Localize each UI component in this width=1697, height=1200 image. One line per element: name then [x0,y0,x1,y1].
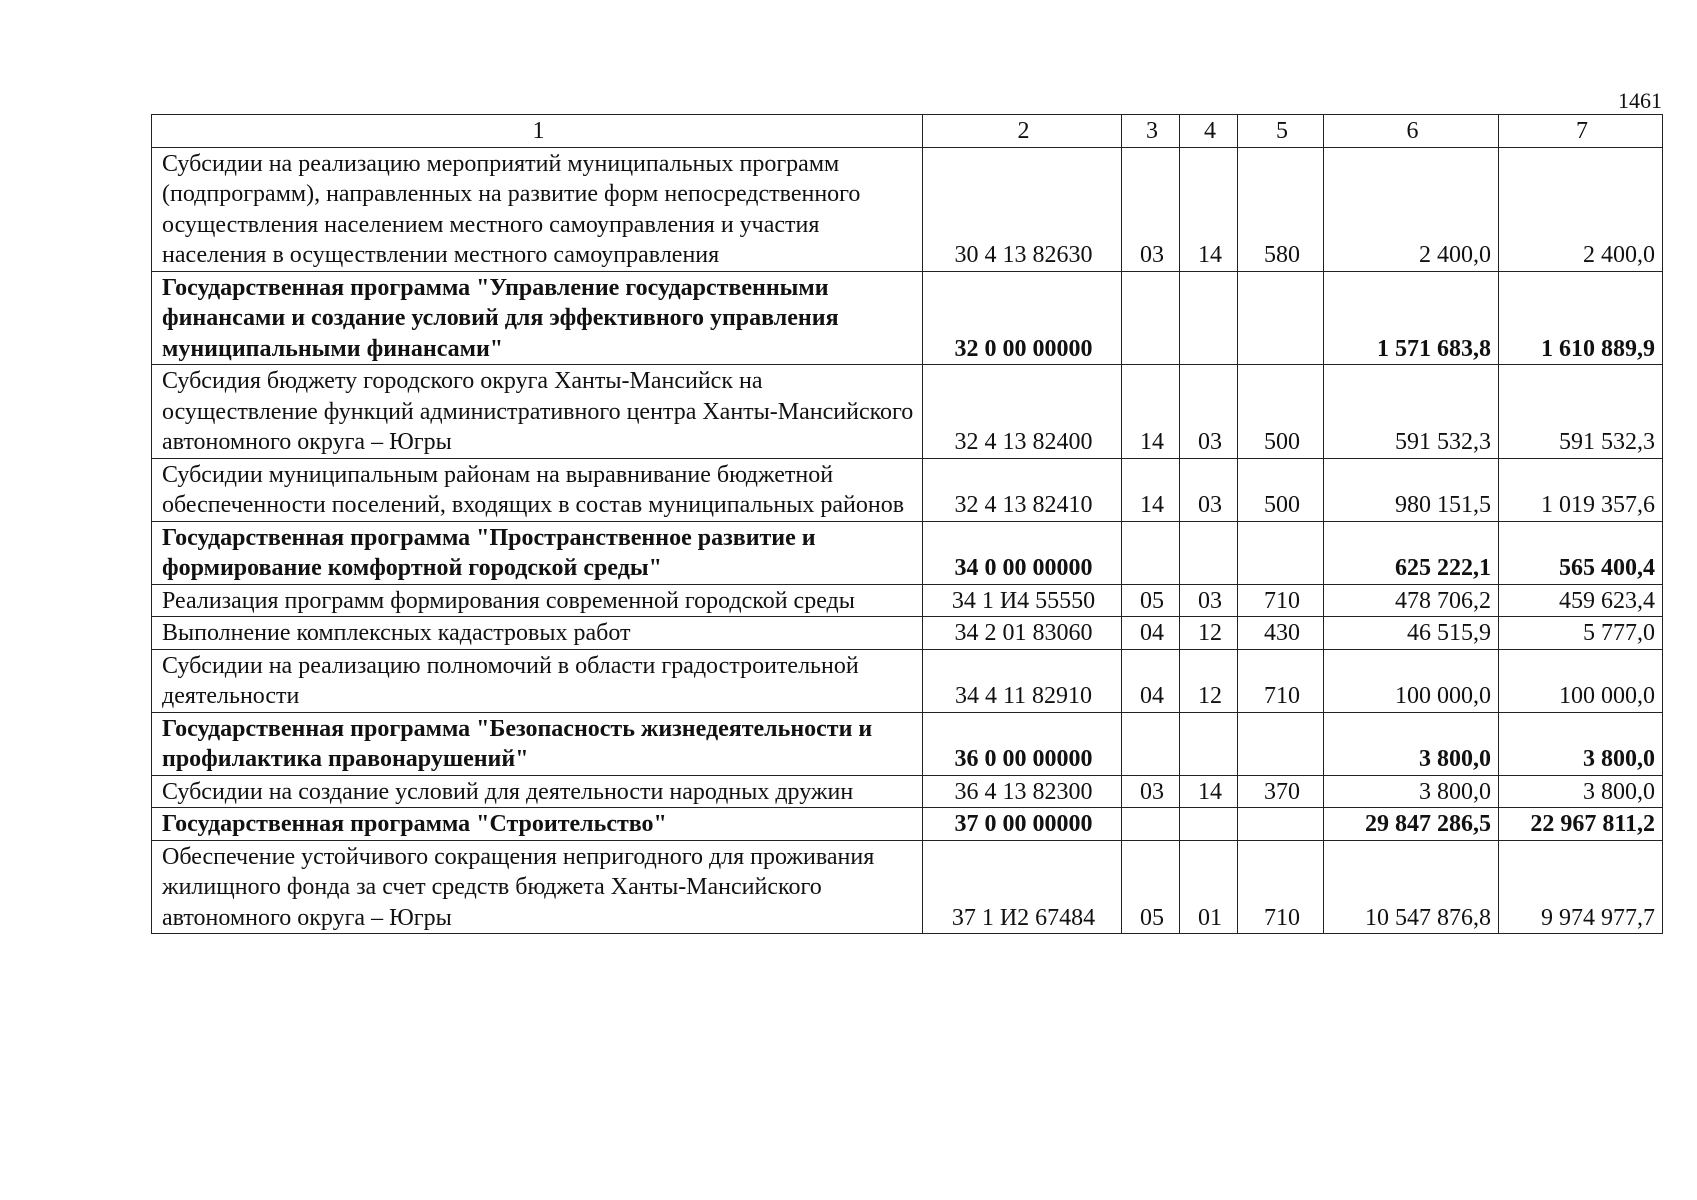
column-header: 6 [1324,115,1499,148]
row-amount-cell: 9 974 977,7 [1499,840,1663,934]
row-subsection-cell: 01 [1180,840,1238,934]
row-amount-cell: 10 547 876,8 [1324,840,1499,934]
row-expense-type-cell: 710 [1238,840,1324,934]
row-subsection-cell: 03 [1180,584,1238,617]
row-section-cell: 14 [1122,365,1180,459]
row-name-cell: Государственная программа "Строительство" [152,808,923,841]
row-subsection-cell: 12 [1180,649,1238,712]
row-code-cell: 32 4 13 82400 [923,365,1122,459]
row-section-cell: 03 [1122,147,1180,271]
row-expense-type-cell: 500 [1238,365,1324,459]
table-row [152,584,1663,617]
row-name-cell: Выполнение комплексных кадастровых работ [152,617,923,650]
row-expense-type-cell: 710 [1238,584,1324,617]
row-subsection-cell: 14 [1180,775,1238,808]
table-row [152,808,1663,841]
row-amount-cell: 3 800,0 [1499,775,1663,808]
column-header: 4 [1180,115,1238,148]
row-section-cell: 05 [1122,840,1180,934]
page-number: 1461 [1618,88,1662,113]
row-section-cell [1122,521,1180,584]
table-row [152,521,1663,584]
row-amount-cell: 22 967 811,2 [1499,808,1663,841]
row-expense-type-cell: 580 [1238,147,1324,271]
table-row [152,147,1663,271]
row-code-cell: 34 4 11 82910 [923,649,1122,712]
column-header: 2 [923,115,1122,148]
row-amount-cell: 565 400,4 [1499,521,1663,584]
row-amount-cell: 100 000,0 [1499,649,1663,712]
row-expense-type-cell: 710 [1238,649,1324,712]
row-amount-cell: 2 400,0 [1499,147,1663,271]
row-code-cell: 36 4 13 82300 [923,775,1122,808]
row-subsection-cell: 03 [1180,458,1238,521]
row-amount-cell: 100 000,0 [1324,649,1499,712]
table-row [152,271,1663,365]
row-code-cell: 34 0 00 00000 [923,521,1122,584]
row-amount-cell: 29 847 286,5 [1324,808,1499,841]
row-code-cell: 30 4 13 82630 [923,147,1122,271]
row-amount-cell: 478 706,2 [1324,584,1499,617]
row-amount-cell: 3 800,0 [1324,775,1499,808]
row-name-cell: Субсидии на реализацию мероприятий муниципальных программ (подпрограмм), направленных на развитие форм непосредственного осуществления населением местного самоуправления и участия населения в осуществлении местного самоуправления [152,147,923,271]
row-code-cell: 37 1 И2 67484 [923,840,1122,934]
row-expense-type-cell [1238,808,1324,841]
table-row [152,458,1663,521]
row-amount-cell: 2 400,0 [1324,147,1499,271]
column-header: 5 [1238,115,1324,148]
column-header: 1 [152,115,923,148]
row-subsection-cell: 14 [1180,147,1238,271]
row-amount-cell: 1 571 683,8 [1324,271,1499,365]
row-name-cell: Государственная программа "Безопасность жизнедеятельности и профилактика правонарушений" [152,712,923,775]
row-name-cell: Государственная программа "Пространственное развитие и формирование комфортной городской среды" [152,521,923,584]
row-amount-cell: 625 222,1 [1324,521,1499,584]
row-amount-cell: 5 777,0 [1499,617,1663,650]
table-header-row [152,115,1663,148]
row-expense-type-cell [1238,271,1324,365]
row-amount-cell: 459 623,4 [1499,584,1663,617]
row-subsection-cell: 12 [1180,617,1238,650]
row-subsection-cell [1180,808,1238,841]
row-amount-cell: 1 610 889,9 [1499,271,1663,365]
row-subsection-cell [1180,271,1238,365]
row-expense-type-cell: 500 [1238,458,1324,521]
row-name-cell: Субсидии муниципальным районам на выравнивание бюджетной обеспеченности поселений, входящих в состав муниципальных районов [152,458,923,521]
row-code-cell: 34 2 01 83060 [923,617,1122,650]
row-section-cell: 05 [1122,584,1180,617]
column-header: 7 [1499,115,1663,148]
table-row [152,649,1663,712]
row-expense-type-cell [1238,712,1324,775]
row-name-cell: Субсидии на реализацию полномочий в области градостроительной деятельности [152,649,923,712]
row-subsection-cell: 03 [1180,365,1238,459]
row-amount-cell: 46 515,9 [1324,617,1499,650]
row-section-cell [1122,712,1180,775]
row-section-cell: 04 [1122,649,1180,712]
budget-table [151,114,1663,934]
row-section-cell: 03 [1122,775,1180,808]
row-name-cell: Субсидии на создание условий для деятельности народных дружин [152,775,923,808]
row-amount-cell: 591 532,3 [1324,365,1499,459]
row-name-cell: Государственная программа "Управление государственными финансами и создание условий для эффективного управления муниципальными финансами" [152,271,923,365]
table-row [152,712,1663,775]
row-name-cell: Реализация программ формирования современной городской среды [152,584,923,617]
table-row [152,365,1663,459]
row-amount-cell: 591 532,3 [1499,365,1663,459]
row-section-cell [1122,808,1180,841]
row-amount-cell: 1 019 357,6 [1499,458,1663,521]
row-name-cell: Субсидия бюджету городского округа Ханты-Мансийск на осуществление функций административного центра Ханты-Мансийского автономного округа – Югры [152,365,923,459]
table-row [152,840,1663,934]
table-row [152,617,1663,650]
row-code-cell: 32 0 00 00000 [923,271,1122,365]
row-section-cell: 14 [1122,458,1180,521]
table-row [152,775,1663,808]
row-code-cell: 32 4 13 82410 [923,458,1122,521]
row-subsection-cell [1180,712,1238,775]
row-expense-type-cell: 370 [1238,775,1324,808]
row-amount-cell: 3 800,0 [1499,712,1663,775]
row-expense-type-cell [1238,521,1324,584]
row-code-cell: 36 0 00 00000 [923,712,1122,775]
column-header: 3 [1122,115,1180,148]
row-subsection-cell [1180,521,1238,584]
row-name-cell: Обеспечение устойчивого сокращения непригодного для проживания жилищного фонда за счет средств бюджета Ханты-Мансийского автономного округа – Югры [152,840,923,934]
row-section-cell: 04 [1122,617,1180,650]
row-amount-cell: 980 151,5 [1324,458,1499,521]
row-expense-type-cell: 430 [1238,617,1324,650]
row-code-cell: 34 1 И4 55550 [923,584,1122,617]
row-section-cell [1122,271,1180,365]
row-amount-cell: 3 800,0 [1324,712,1499,775]
row-code-cell: 37 0 00 00000 [923,808,1122,841]
